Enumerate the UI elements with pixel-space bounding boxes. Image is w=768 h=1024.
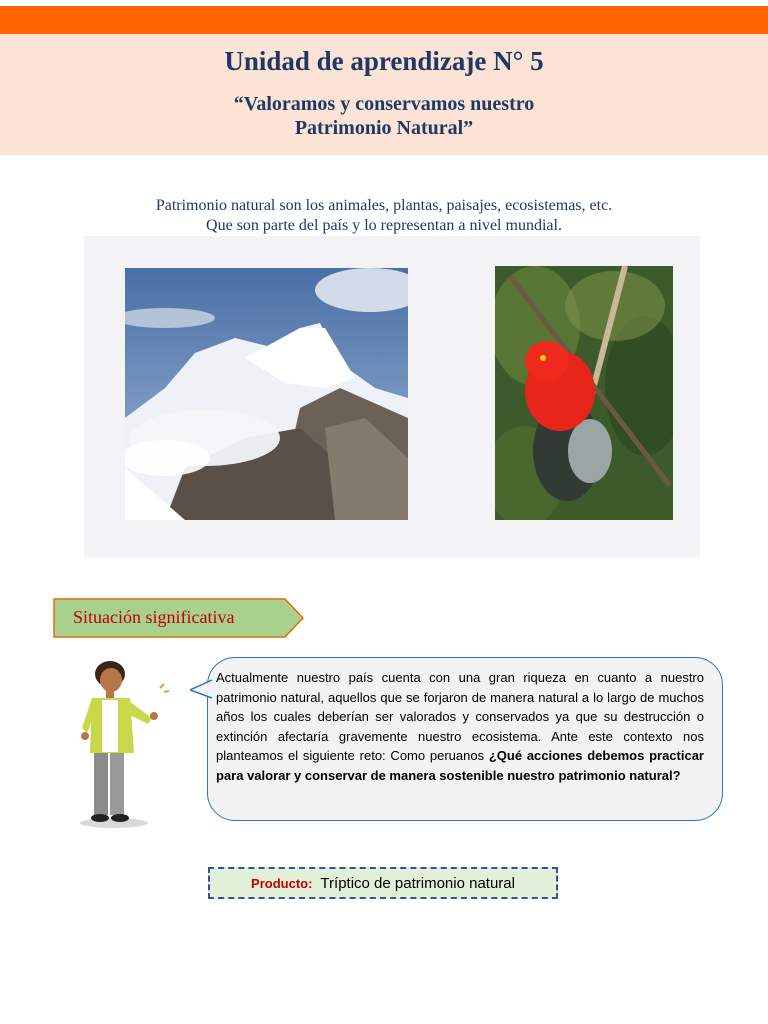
intro-line-2: Que son parte del país y lo representan a nivel mundial. <box>206 217 562 234</box>
situation-text-body: Actualmente nuestro país cuenta con una gran riqueza en cuanto a nuestro patrimonio natural, aquellos que se forjaron de manera natural a lo largo de muchos años los cuales deberían ser valorados y conservados ya que su destrucción o extinción afectaría gravemente nuestro ecosistema. Ante este contexto nos planteamos el siguiente reto: Como peruanos <box>216 670 704 764</box>
top-accent-bar <box>0 6 768 34</box>
intro-line-1: Patrimonio natural son los animales, plantas, paisajes, ecosistemas, etc. <box>155 197 613 214</box>
subtitle-line-2: Patrimonio Natural” <box>294 117 474 139</box>
product-box <box>208 867 558 899</box>
situation-text <box>216 668 704 786</box>
subtitle-line-1: “Valoramos y conservamos nuestro <box>233 93 535 115</box>
bird-photo <box>495 266 673 520</box>
unit-subtitle <box>0 92 768 140</box>
mountain-photo <box>125 268 408 520</box>
product-label: Producto: <box>251 875 313 891</box>
unit-title: Unidad de aprendizaje N° 5 <box>224 46 544 76</box>
situation-question: ¿Qué acciones debemos practicar para valorar y conservar de manera sostenible nuestro patrimonio natural? <box>216 748 704 783</box>
product-value: Tríptico de patrimonio natural <box>320 874 515 892</box>
student-illustration <box>72 658 182 830</box>
situation-label: Situación significativa <box>73 607 235 627</box>
intro-text <box>0 196 768 236</box>
